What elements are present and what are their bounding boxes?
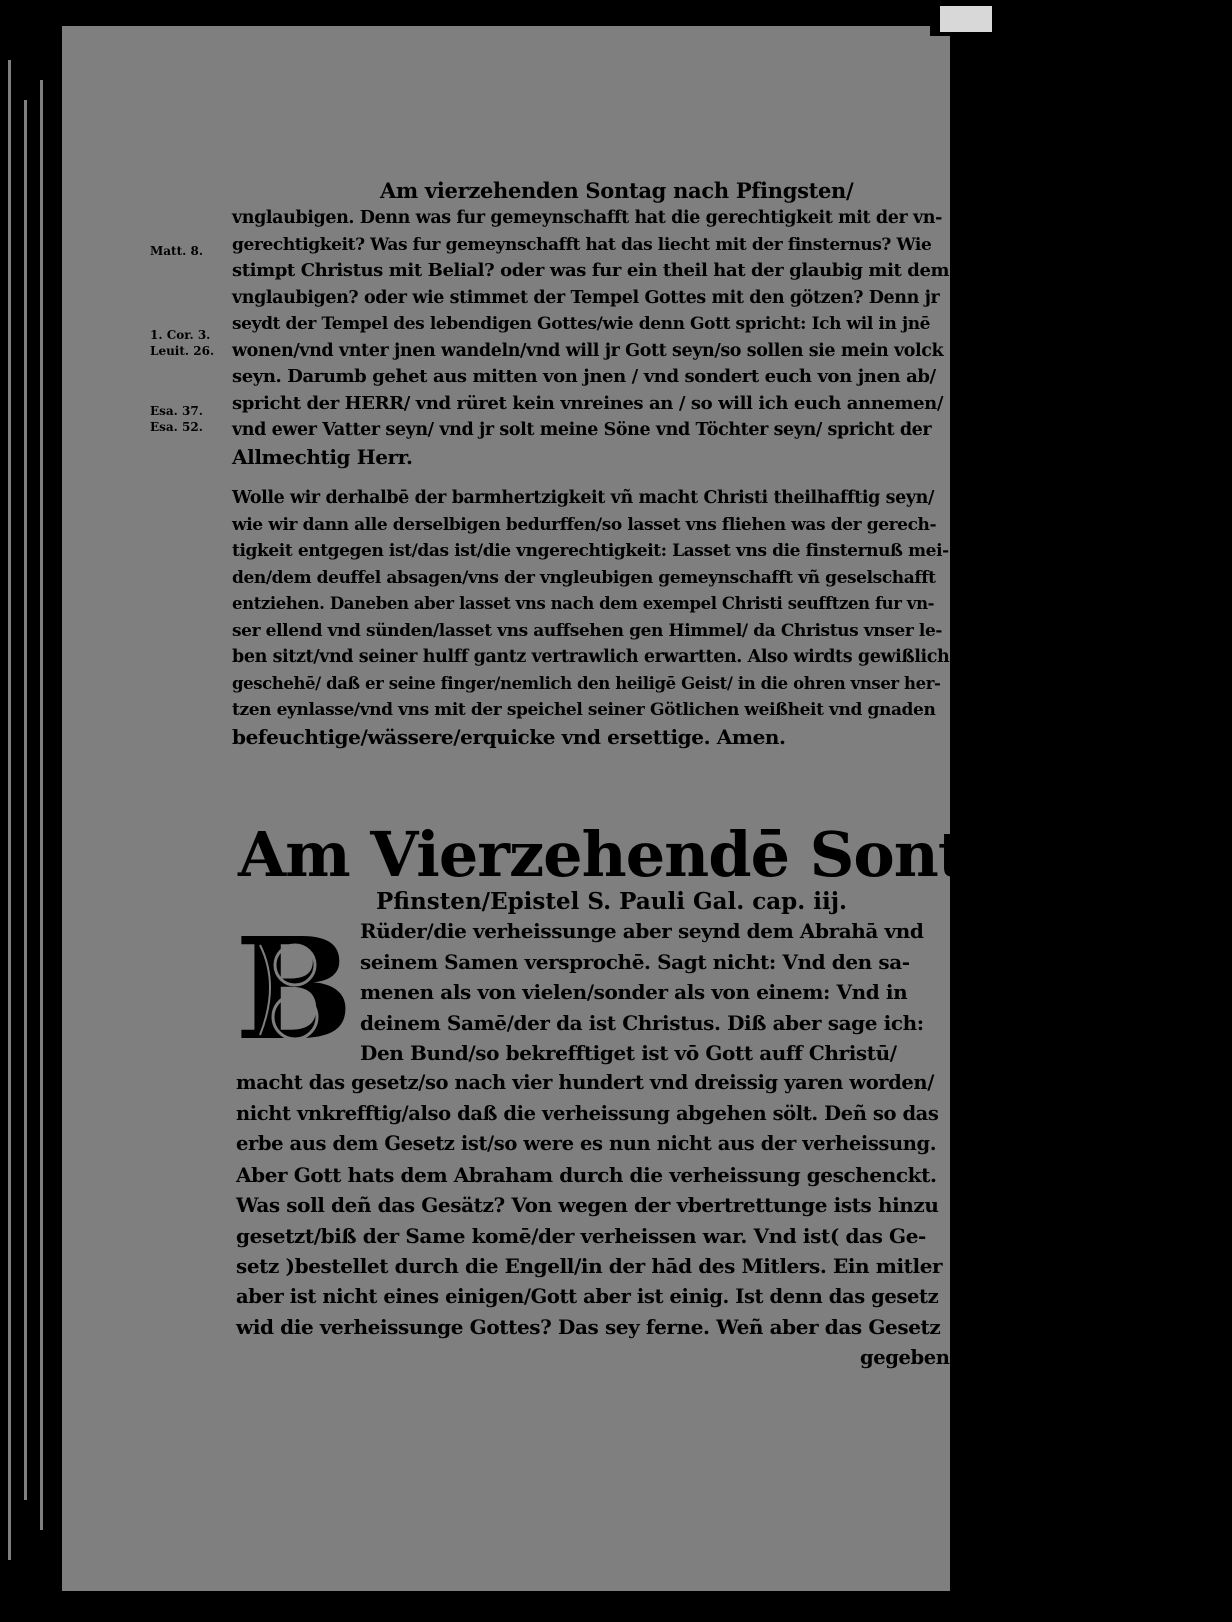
text-line: wie wir dann alle derselbigen bedurffen/so lasset vns fliehen was der gerech- bbox=[232, 514, 937, 535]
margin-note: Esa. 37. bbox=[150, 404, 203, 418]
section-subheading: Pfinsten/Epistel S. Pauli Gal. cap. iij. bbox=[376, 888, 848, 915]
margin-note: Esa. 52. bbox=[150, 420, 203, 434]
page-corner bbox=[930, 0, 1000, 36]
text-line: vnd ewer Vatter seyn/ vnd jr solt meine Söne vnd Töchter seyn/ spricht der bbox=[232, 420, 932, 440]
text-line: stimpt Christus mit Belial? oder was fur ein theil hat der glaubig mit dem bbox=[232, 260, 950, 281]
text-line: deinem Samē/der da ist Christus. Diß aber sage ich: bbox=[360, 1010, 924, 1035]
text-line: tzen eynlasse/vnd vns mit der speichel seiner Götlichen weißheit vnd gnaden bbox=[232, 700, 936, 720]
text-line: seydt der Tempel des lebendigen Gottes/wie denn Gott spricht: Ich wil in jnē bbox=[232, 314, 931, 334]
section-heading: Am Vierzehendē Sontag nach bbox=[238, 818, 1232, 891]
binding-line bbox=[8, 60, 11, 1560]
binding-line bbox=[40, 80, 43, 1530]
text-line: menen als von vielen/sonder als von einem: Vnd in bbox=[360, 980, 908, 1004]
text-line: vnglaubigen? oder wie stimmet der Tempel Gottes mit den götzen? Denn jr bbox=[232, 287, 940, 308]
margin-note: Leuit. 26. bbox=[150, 344, 215, 358]
text-line: Rüder/die verheissunge aber seynd dem Abrahā vnd bbox=[360, 919, 924, 943]
text-line: spricht der HERR/ vnd rüret kein vnreines an / so will ich euch annemen/ bbox=[232, 392, 943, 414]
decorated-initial: B bbox=[234, 908, 354, 1072]
text-line: setz )bestellet durch die Engell/in der hād des Mitlers. Ein mitler bbox=[236, 1254, 943, 1278]
text-line: Den Bund/so bekrefftiget ist vō Gott auff Christū/ bbox=[360, 1041, 897, 1065]
text-line: wid die verheissunge Gottes? Das sey ferne. Weñ aber das Gesetz bbox=[236, 1315, 941, 1339]
text-line: gegeben bbox=[860, 1345, 950, 1369]
text-line: den/dem deuffel absagen/vns der vngleubigen gemeynschafft vñ geselschafft bbox=[232, 567, 936, 588]
text-line: vnglaubigen. Denn was fur gemeynschafft hat die gerechtigkeit mit der vn- bbox=[232, 208, 942, 228]
text-line: wonen/vnd vnter jnen wandeln/vnd will jr Gott seyn/so sollen sie mein volck bbox=[232, 340, 944, 361]
initial-ornament-icon bbox=[240, 925, 350, 1055]
margin-note: 1. Cor. 3. bbox=[150, 328, 211, 342]
corner-mark bbox=[940, 6, 992, 32]
text-line: ben sitzt/vnd seiner hulff gantz vertrawlich erwartten. Also wirdts gewißlich bbox=[232, 647, 950, 667]
text-line: Was soll deñ das Gesätz? Von wegen der vbertrettunge ists hinzu bbox=[236, 1193, 939, 1217]
text-line: Allmechtig Herr. bbox=[232, 444, 413, 469]
margin-note: Matt. 8. bbox=[150, 244, 204, 258]
text-line: Wolle wir derhalbē der barmhertzigkeit vñ macht Christi theilhafftig seyn/ bbox=[232, 488, 934, 508]
text-line: gesetzt/biß der Same komē/der verheissen war. Vnd ist( das Ge- bbox=[236, 1223, 926, 1248]
text-line: befeuchtige/wässere/erquicke vnd ersettige. Amen. bbox=[232, 724, 786, 749]
text-line: ser ellend vnd sünden/lasset vns auffsehen gen Himmel/ da Christus vnser le- bbox=[232, 620, 943, 641]
text-line: Aber Gott hats dem Abraham durch die verheissung geschenckt. bbox=[236, 1162, 937, 1187]
running-head: Am vierzehenden Sontag nach Pfingsten/ bbox=[380, 178, 854, 203]
text-line: aber ist nicht eines einigen/Gott aber ist einig. Ist denn das gesetz bbox=[236, 1284, 939, 1308]
text-line: erbe aus dem Gesetz ist/so were es nun nicht aus der verheissung. bbox=[236, 1132, 937, 1155]
text-line: seinem Samen versprochē. Sagt nicht: Vnd den sa- bbox=[360, 949, 910, 974]
text-line: geschehē/ daß er seine finger/nemlich den heiligē Geist/ in die ohren vnser her- bbox=[232, 673, 941, 693]
text-line: entziehen. Daneben aber lasset vns nach dem exempel Christi seufftzen fur vn- bbox=[232, 594, 935, 613]
text-line: macht das gesetz/so nach vier hundert vnd dreissig yaren worden/ bbox=[236, 1071, 934, 1094]
text-line: tigkeit entgegen ist/das ist/die vngerechtigkeit: Lasset vns die finsternuß mei- bbox=[232, 541, 949, 561]
text-line: nicht vnkrefftig/also daß die verheissung abgehen sölt. Deñ so das bbox=[236, 1101, 939, 1125]
text-line: gerechtigkeit? Was fur gemeynschafft hat das liecht mit der finsternus? Wie bbox=[232, 234, 932, 255]
binding-line bbox=[24, 100, 27, 1500]
text-line: seyn. Darumb gehet aus mitten von jnen / vnd sondert euch von jnen ab/ bbox=[232, 366, 936, 387]
